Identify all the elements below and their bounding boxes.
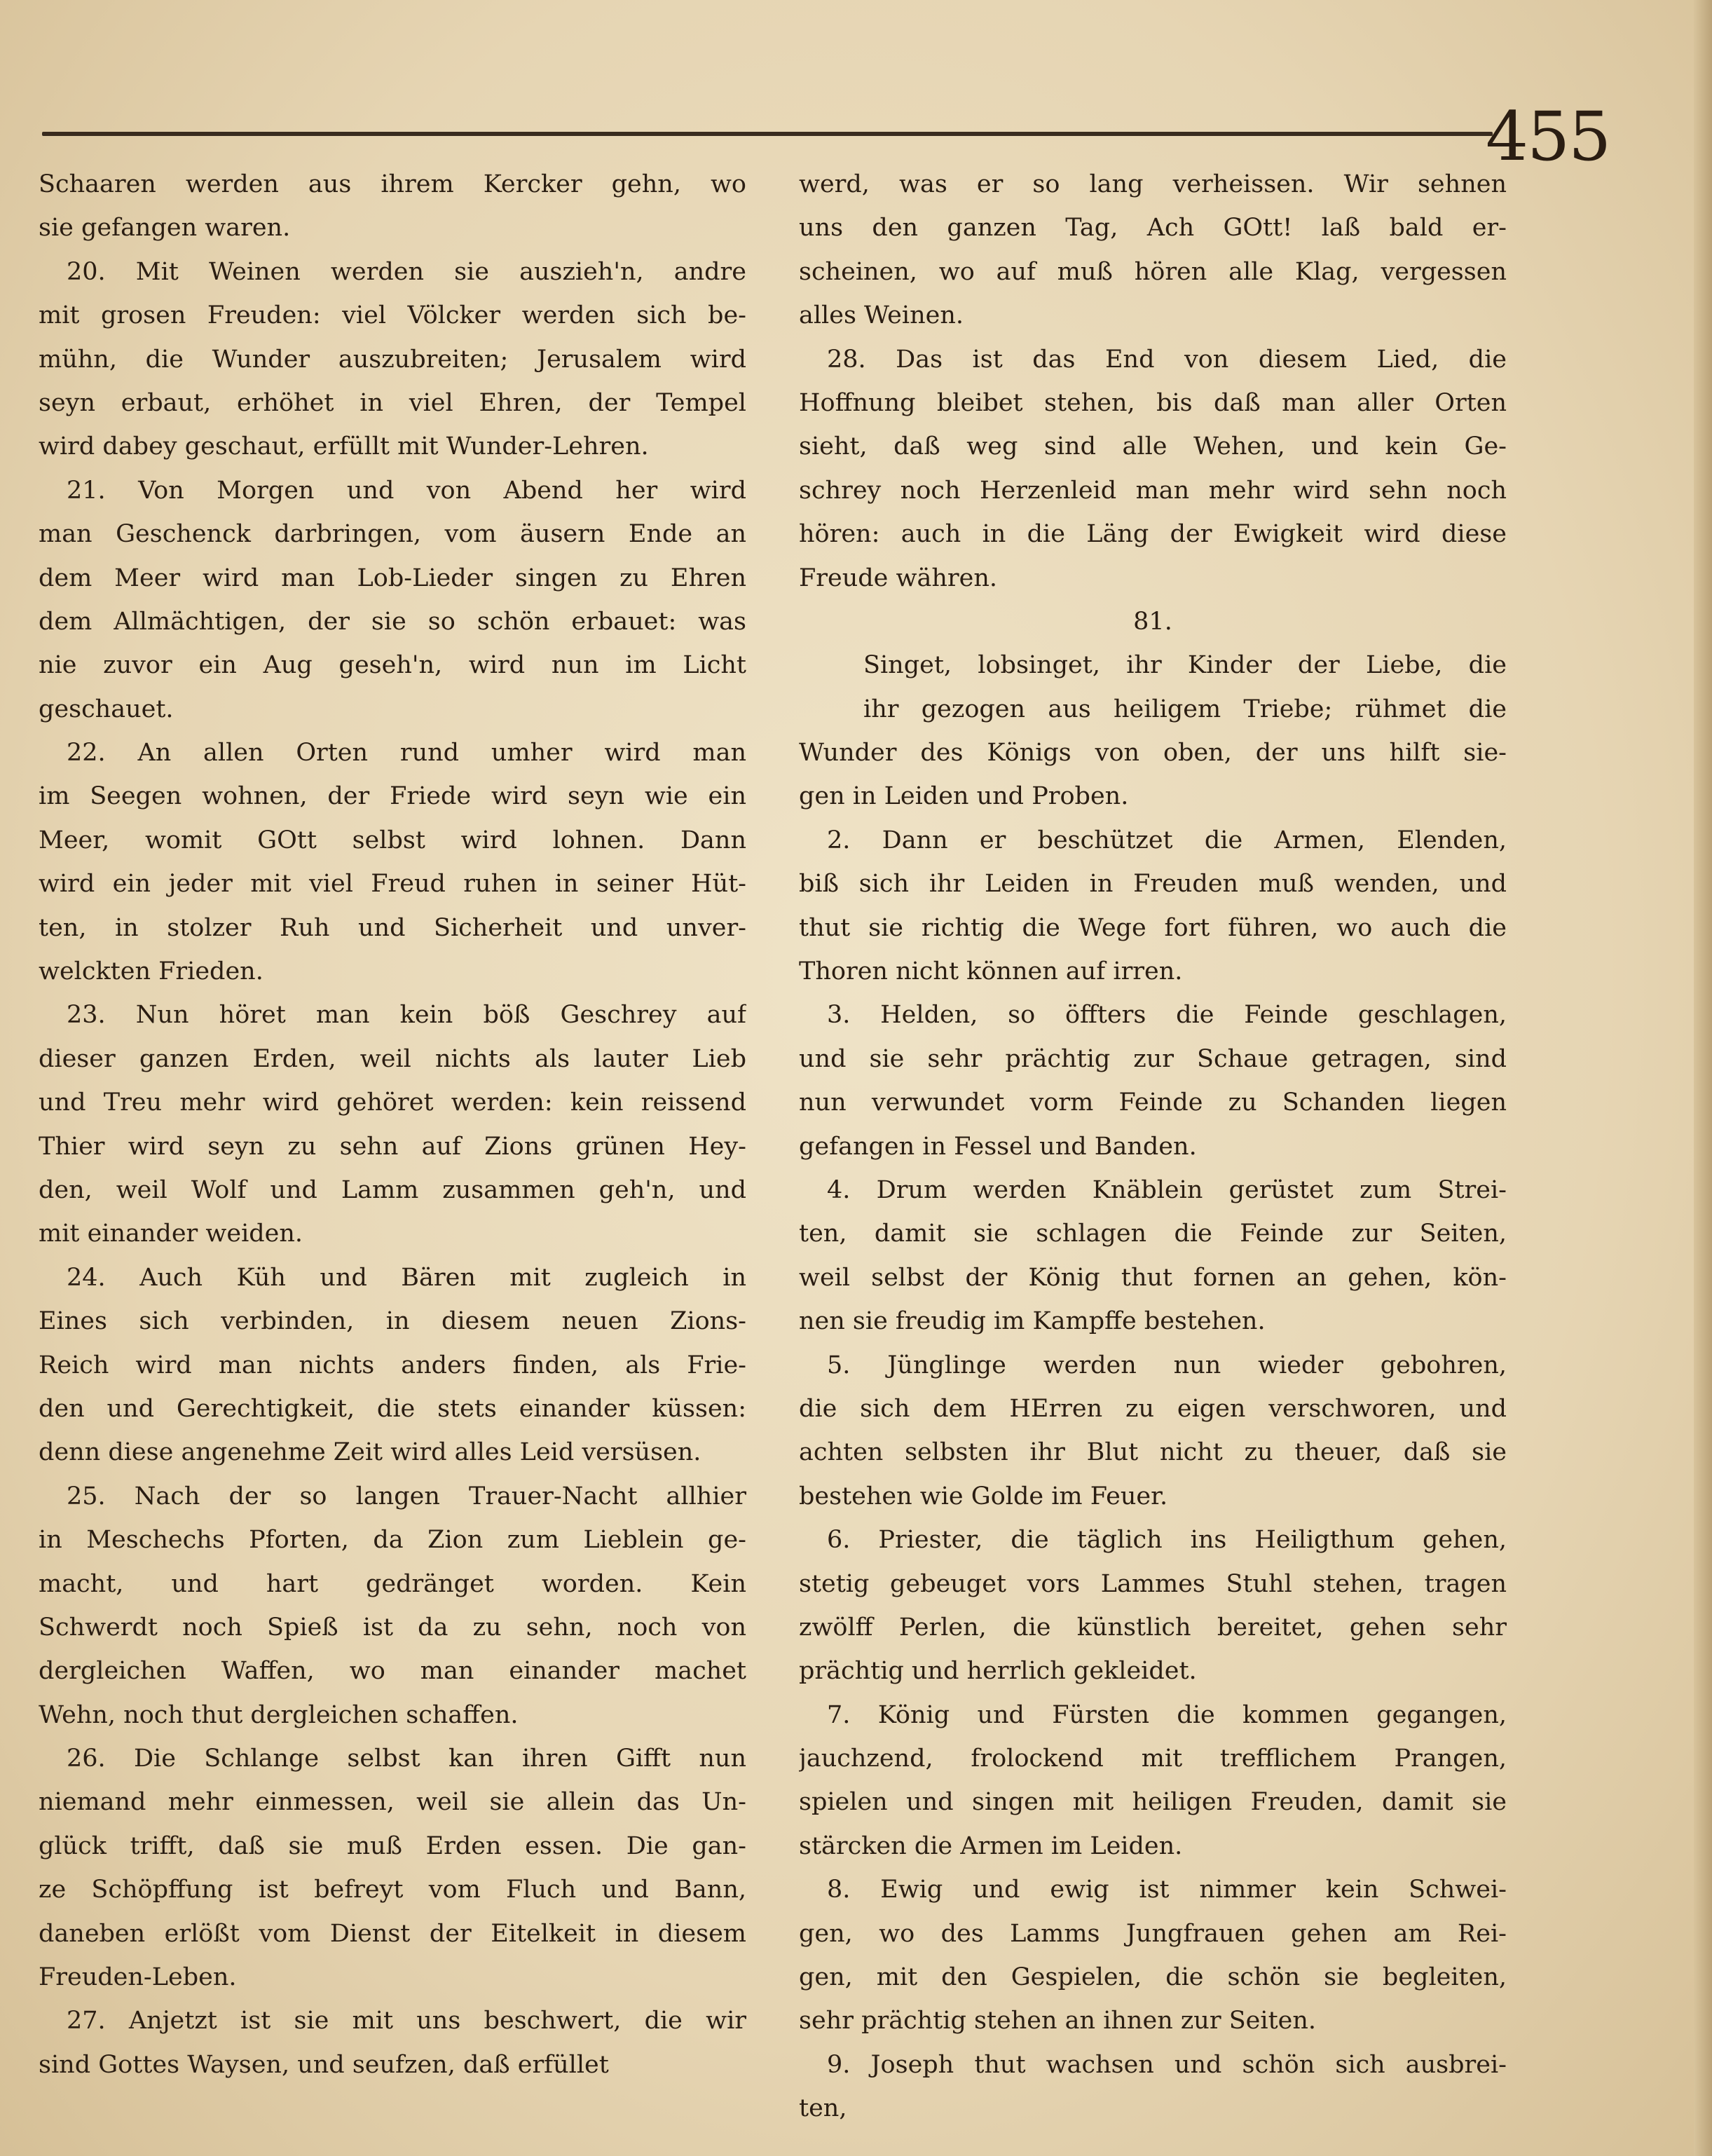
text-line: 2. Dann er beschützet die Armen, Elenden, <box>827 826 1507 854</box>
text-line: Schwerdt noch Spieß ist da zu sehn, noch von <box>39 1613 746 1642</box>
text-line: Reich wird man nichts anders finden, als Frie- <box>39 1351 746 1379</box>
text-line: 8. Ewig und ewig ist nimmer kein Schwei- <box>827 1876 1507 1904</box>
text-line: Thier wird seyn zu sehn auf Zions grünen Hey- <box>39 1132 746 1161</box>
text-line: stärcken die Armen im Leiden. <box>799 1831 1183 1860</box>
text-line: Hoffnung bleibet stehen, bis daß man aller Orten <box>799 388 1507 417</box>
text-line: Eines sich verbinden, in diesem neuen Zions- <box>39 1307 746 1336</box>
text-line: ihr gezogen aus heiligem Triebe; rühmet die <box>863 695 1507 723</box>
text-line: ten, damit sie schlagen die Feinde zur Seiten, <box>799 1220 1507 1248</box>
text-line: Meer, womit GOtt selbst wird lohnen. Dann <box>39 826 746 854</box>
text-line: gen, mit den Gespielen, die schön sie begleiten, <box>799 1963 1507 1992</box>
text-line: gefangen in Fessel und Banden. <box>799 1132 1197 1161</box>
text-line: Freuden-Leben. <box>39 1963 237 1992</box>
text-line: nie zuvor ein Aug geseh'n, wird nun im Licht <box>39 651 746 680</box>
text-line: dem Meer wird man Lob-Lieder singen zu Ehren <box>39 564 746 592</box>
text-line: 20. Mit Weinen werden sie auszieh'n, andre <box>67 257 746 286</box>
text-line: sind Gottes Waysen, und seufzen, daß erfüllet <box>39 2050 609 2079</box>
text-line: mit einander weiden. <box>39 1220 303 1248</box>
text-line: schrey noch Herzenleid man mehr wird sehn noch <box>799 476 1507 505</box>
text-line: biß sich ihr Leiden in Freuden muß wenden, und <box>799 870 1507 899</box>
text-line: welckten Frieden. <box>39 957 263 986</box>
text-line: Thoren nicht können auf irren. <box>799 957 1183 986</box>
text-line: glück trifft, daß sie muß Erden essen. Die gan- <box>39 1831 746 1860</box>
text-line: achten selbsten ihr Blut nicht zu theuer, daß sie <box>799 1438 1507 1467</box>
text-line: 26. Die Schlange selbst kan ihren Gifft nun <box>67 1745 746 1773</box>
text-line: sie gefangen waren. <box>39 214 291 243</box>
text-line: 6. Priester, die täglich ins Heiligthum gehen, <box>827 1526 1507 1555</box>
text-line: uns den ganzen Tag, Ach GOtt! laß bald er- <box>799 214 1507 243</box>
text-line: ze Schöpffung ist befreyt vom Fluch und Bann, <box>39 1876 746 1904</box>
page-number: 455 <box>1486 97 1610 176</box>
text-line: 81. <box>1133 607 1172 636</box>
text-line: sieht, daß weg sind alle Wehen, und kein Ge- <box>799 432 1507 461</box>
text-line: mühn, die Wunder auszubreiten; Jerusalem wird <box>39 345 746 374</box>
left-column <box>39 163 746 2087</box>
text-line: alles Weinen. <box>799 301 964 330</box>
text-line: spielen und singen mit heiligen Freuden, damit sie <box>799 1788 1507 1817</box>
text-line: stetig gebeuget vors Lammes Stuhl stehen, tragen <box>799 1569 1507 1598</box>
text-line: Schaaren werden aus ihrem Kercker gehn, wo <box>39 170 746 198</box>
text-line: sehr prächtig stehen an ihnen zur Seiten. <box>799 2007 1317 2035</box>
text-line: 28. Das ist das End von diesem Lied, die <box>827 345 1507 374</box>
text-line: jauchzend, frolockend mit trefflichem Prangen, <box>799 1745 1507 1773</box>
text-line: den und Gerechtigkeit, die stets einander küssen: <box>39 1394 746 1423</box>
text-line: daneben erlößt vom Dienst der Eitelkeit in diesem <box>39 1919 746 1948</box>
text-line: ten, in stolzer Ruh und Sicherheit und unver- <box>39 913 746 942</box>
text-line: gen in Leiden und Proben. <box>799 782 1129 811</box>
text-line: dem Allmächtigen, der sie so schön erbauet: was <box>39 607 746 636</box>
text-line: in Meschechs Pforten, da Zion zum Lieblein ge- <box>39 1526 746 1555</box>
text-line: 23. Nun höret man kein böß Geschrey auf <box>67 1001 746 1030</box>
text-line: Wehn, noch thut dergleichen schaffen. <box>39 1700 519 1729</box>
text-line: dergleichen Waffen, wo man einander machet <box>39 1657 746 1686</box>
text-line: 7. König und Fürsten die kommen gegangen, <box>827 1700 1507 1729</box>
text-line: seyn erbaut, erhöhet in viel Ehren, der Tempel <box>39 388 746 417</box>
text-line: 21. Von Morgen und von Abend her wird <box>67 476 746 505</box>
text-line: im Seegen wohnen, der Friede wird seyn wie ein <box>39 782 746 811</box>
text-line: 3. Helden, so öffters die Feinde geschlagen, <box>827 1001 1507 1030</box>
text-line: wird ein jeder mit viel Freud ruhen in seiner Hüt- <box>39 870 746 899</box>
text-line: Freude währen. <box>799 564 997 592</box>
text-line: gen, wo des Lamms Jungfrauen gehen am Rei- <box>799 1919 1507 1948</box>
text-line: prächtig und herrlich gekleidet. <box>799 1657 1197 1686</box>
text-line: Singet, lobsinget, ihr Kinder der Liebe, die <box>863 651 1507 680</box>
text-line: dieser ganzen Erden, weil nichts als lauter Lieb <box>39 1044 746 1073</box>
text-line: weil selbst der König thut fornen an gehen, kön- <box>799 1263 1507 1292</box>
text-line: man Geschenck darbringen, vom äusern Ende an <box>39 520 746 549</box>
text-line: thut sie richtig die Wege fort führen, wo auch die <box>799 913 1507 942</box>
header-rule <box>42 132 1493 136</box>
text-line: denn diese angenehme Zeit wird alles Leid versüsen. <box>39 1438 701 1467</box>
text-line: 25. Nach der so langen Trauer-Nacht allhier <box>67 1482 746 1510</box>
text-line: und sie sehr prächtig zur Schaue getragen, sind <box>799 1044 1507 1073</box>
text-line: ten, <box>799 2094 847 2123</box>
text-line: nen sie freudig im Kampffe bestehen. <box>799 1307 1266 1336</box>
text-line: bestehen wie Golde im Feuer. <box>799 1482 1168 1510</box>
text-line: mit grosen Freuden: viel Völcker werden sich be- <box>39 301 746 330</box>
text-line: 22. An allen Orten rund umher wird man <box>67 739 746 767</box>
text-line: werd, was er so lang verheissen. Wir sehnen <box>799 170 1507 198</box>
text-line: zwölff Perlen, die künstlich bereitet, gehen sehr <box>799 1613 1507 1642</box>
text-line: und Treu mehr wird gehöret werden: kein reissend <box>39 1089 746 1117</box>
text-line: macht, und hart gedränget worden. Kein <box>39 1569 746 1598</box>
text-line: 24. Auch Küh und Bären mit zugleich in <box>67 1263 746 1292</box>
text-line: niemand mehr einmessen, weil sie allein das Un- <box>39 1788 746 1817</box>
text-line: die sich dem HErren zu eigen verschworen, und <box>799 1394 1507 1423</box>
text-line: 27. Anjetzt ist sie mit uns beschwert, die wir <box>67 2007 746 2035</box>
text-line: hören: auch in die Läng der Ewigkeit wird diese <box>799 520 1507 549</box>
text-line: 4. Drum werden Knäblein gerüstet zum Strei- <box>827 1175 1507 1204</box>
text-line: Wunder des Königs von oben, der uns hilft sie- <box>799 739 1507 767</box>
right-column <box>799 163 1507 2131</box>
text-line: wird dabey geschaut, erfüllt mit Wunder-Lehren. <box>39 432 649 461</box>
text-line: den, weil Wolf und Lamm zusammen geh'n, und <box>39 1175 746 1204</box>
page-edge <box>1694 0 1712 2156</box>
text-line: scheinen, wo auf muß hören alle Klag, vergessen <box>799 257 1507 286</box>
text-line: nun verwundet vorm Feinde zu Schanden liegen <box>799 1089 1507 1117</box>
text-line: 9. Joseph thut wachsen und schön sich ausbrei- <box>827 2050 1507 2079</box>
text-line: 5. Jünglinge werden nun wieder gebohren, <box>827 1351 1507 1379</box>
text-line: geschauet. <box>39 695 174 723</box>
